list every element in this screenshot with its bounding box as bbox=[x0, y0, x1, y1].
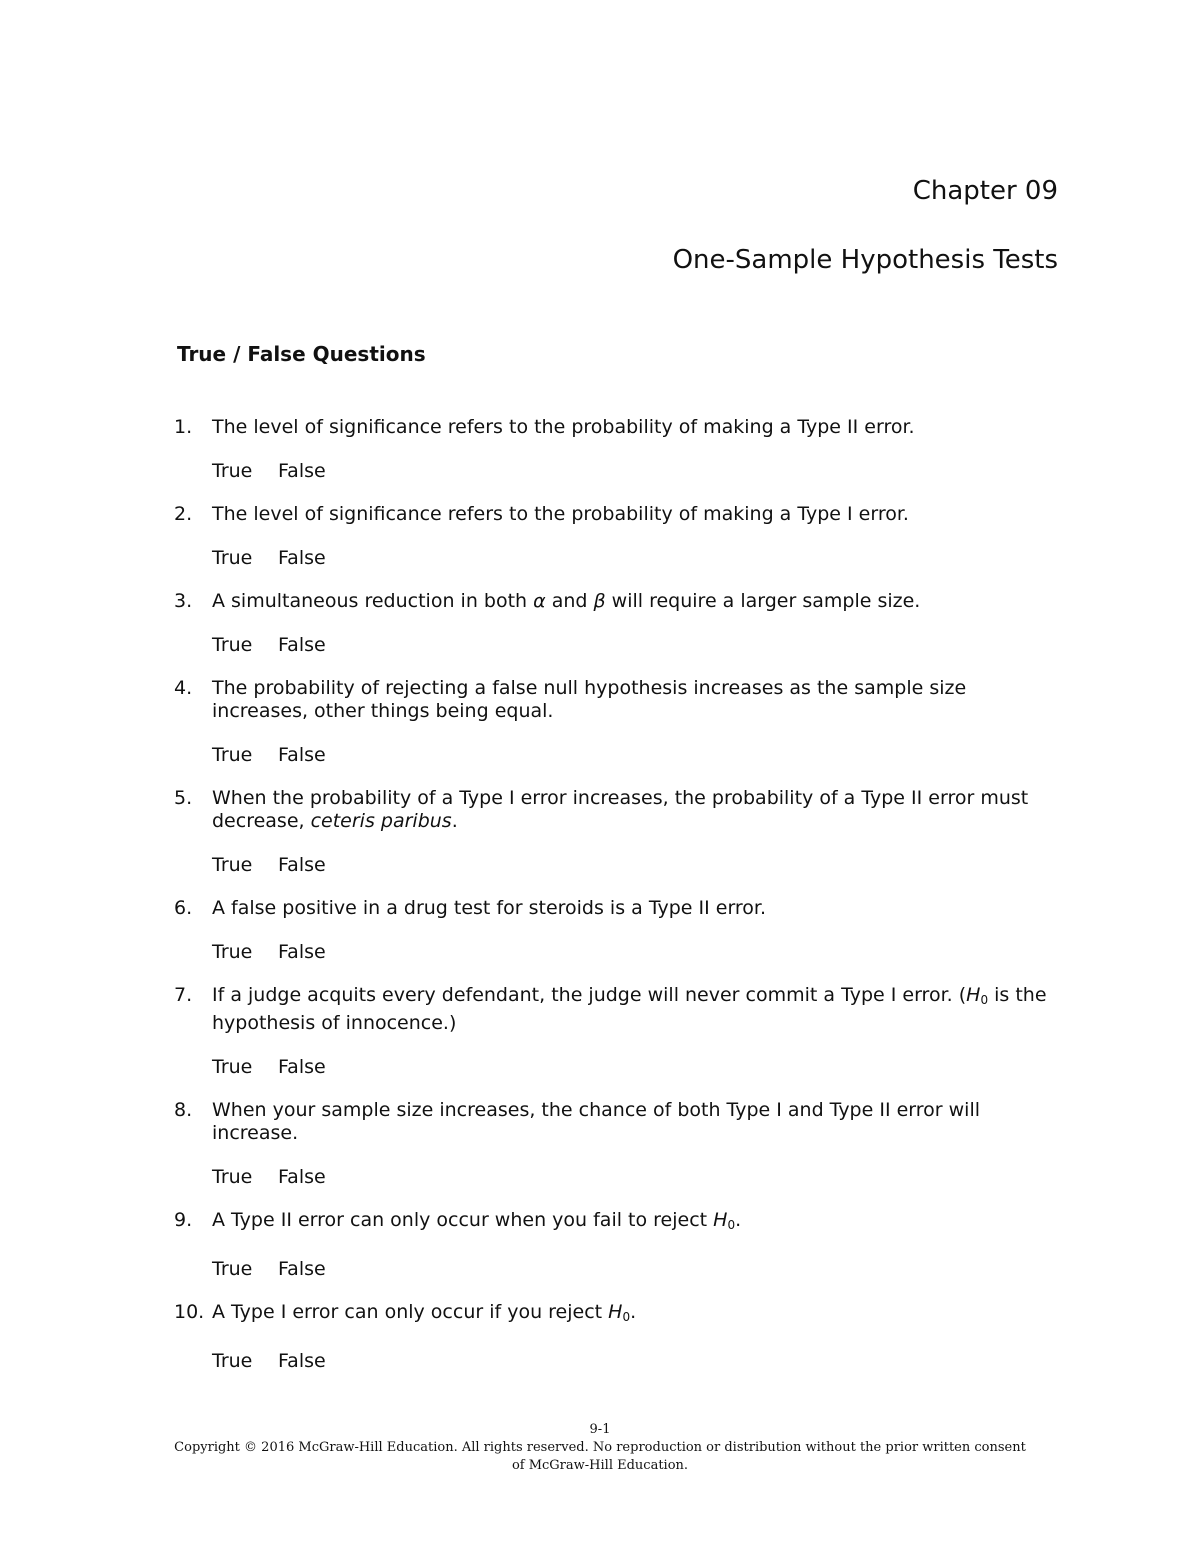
answer-true[interactable]: True bbox=[212, 1056, 253, 1078]
answer-options bbox=[212, 1258, 1064, 1281]
answer-options bbox=[212, 1166, 1064, 1189]
question-number: 2. bbox=[174, 503, 193, 525]
question-item bbox=[174, 787, 1064, 877]
answer-false[interactable]: False bbox=[278, 941, 326, 963]
answer-true[interactable]: True bbox=[212, 1350, 253, 1372]
answer-true[interactable]: True bbox=[212, 854, 253, 876]
question-list bbox=[174, 416, 1064, 1393]
answer-options bbox=[212, 547, 1064, 570]
subscript-zero: 0 bbox=[980, 993, 989, 1007]
answer-false[interactable]: False bbox=[278, 1166, 326, 1188]
subscript-zero: 0 bbox=[727, 1218, 736, 1232]
answer-true[interactable]: True bbox=[212, 744, 253, 766]
section-title: True / False Questions bbox=[177, 342, 426, 366]
answer-false[interactable]: False bbox=[278, 1350, 326, 1372]
question-text: A Type II error can only occur when you fail to reject $H_0$. bbox=[212, 1209, 742, 1232]
answer-options bbox=[212, 460, 1064, 483]
answer-false[interactable]: False bbox=[278, 460, 326, 482]
question-text: A false positive in a drug test for steroids is a Type II error. bbox=[212, 897, 767, 919]
answer-options bbox=[212, 744, 1064, 767]
question-number: 3. bbox=[174, 590, 193, 612]
question-item bbox=[174, 677, 1064, 767]
answer-options bbox=[212, 634, 1064, 657]
question-item bbox=[174, 590, 1064, 657]
question-item bbox=[174, 1209, 1064, 1281]
answer-false[interactable]: False bbox=[278, 1258, 326, 1280]
answer-false[interactable]: False bbox=[278, 854, 326, 876]
answer-options bbox=[212, 1056, 1064, 1079]
question-number: 4. bbox=[174, 677, 193, 699]
question-text: The level of significance refers to the probability of making a Type I error. bbox=[212, 503, 909, 525]
italic-phrase: ceteris paribus bbox=[310, 810, 452, 832]
answer-true[interactable]: True bbox=[212, 634, 253, 656]
chapter-title: One-Sample Hypothesis Tests bbox=[672, 245, 1058, 275]
question-item bbox=[174, 897, 1064, 964]
question-text: The probability of rejecting a false null hypothesis increases as the sample size increases, other things being equal. bbox=[212, 677, 967, 722]
question-text: A Type I error can only occur if you reject $H_0$. bbox=[212, 1301, 637, 1324]
answer-options bbox=[212, 941, 1064, 964]
answer-options bbox=[212, 854, 1064, 877]
question-number: 10. bbox=[174, 1301, 205, 1323]
question-number: 7. bbox=[174, 984, 193, 1006]
answer-true[interactable]: True bbox=[212, 460, 253, 482]
page-number: 9-1 bbox=[589, 1422, 611, 1437]
question-item bbox=[174, 1301, 1064, 1373]
question-item bbox=[174, 503, 1064, 570]
question-item bbox=[174, 1099, 1064, 1189]
answer-options bbox=[212, 1350, 1064, 1373]
question-number: 5. bbox=[174, 787, 193, 809]
question-text: When your sample size increases, the chance of both Type I and Type II error will increase. bbox=[212, 1099, 981, 1144]
answer-false[interactable]: False bbox=[278, 634, 326, 656]
question-number: 9. bbox=[174, 1209, 193, 1231]
answer-false[interactable]: False bbox=[278, 1056, 326, 1078]
question-number: 6. bbox=[174, 897, 193, 919]
h-symbol: H bbox=[966, 984, 981, 1006]
question-item bbox=[174, 984, 1064, 1079]
question-text: When the probability of a Type I error increases, the probability of a Type II error must decrease, ceteris paribus. bbox=[212, 787, 1029, 832]
copyright-notice: Copyright © 2016 McGraw-Hill Education. All rights reserved. No reproduction or distribution without the prior written consent of McGraw-Hill Education. bbox=[174, 1440, 1026, 1473]
alpha-symbol: α bbox=[533, 590, 546, 612]
answer-true[interactable]: True bbox=[212, 941, 253, 963]
page-footer bbox=[0, 1421, 1200, 1475]
question-text: A simultaneous reduction in both α and β will require a larger sample size. bbox=[212, 590, 921, 612]
question-item bbox=[174, 416, 1064, 483]
question-text: The level of significance refers to the probability of making a Type II error. bbox=[212, 416, 915, 438]
answer-true[interactable]: True bbox=[212, 1166, 253, 1188]
chapter-number: Chapter 09 bbox=[912, 176, 1058, 206]
h-symbol: H bbox=[713, 1209, 728, 1231]
h-symbol: H bbox=[608, 1301, 623, 1323]
question-text: If a judge acquits every defendant, the judge will never commit a Type I error. ($H_0$ is the hypothesis of innocence.) bbox=[212, 984, 1047, 1034]
subscript-zero: 0 bbox=[622, 1310, 631, 1324]
answer-true[interactable]: True bbox=[212, 1258, 253, 1280]
answer-true[interactable]: True bbox=[212, 547, 253, 569]
question-number: 1. bbox=[174, 416, 193, 438]
answer-false[interactable]: False bbox=[278, 744, 326, 766]
answer-false[interactable]: False bbox=[278, 547, 326, 569]
question-number: 8. bbox=[174, 1099, 193, 1121]
beta-symbol: β bbox=[593, 590, 606, 612]
